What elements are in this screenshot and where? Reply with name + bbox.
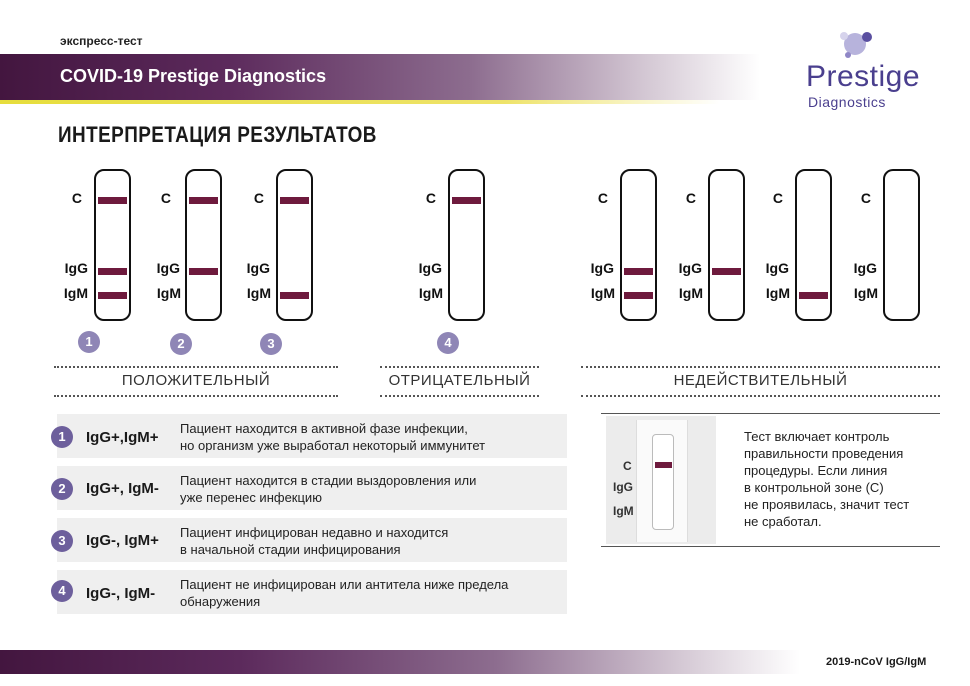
divider-positive-bottom [54,395,338,397]
igm-band [98,292,127,299]
strip-number-4: 4 [437,332,459,354]
strip-number-2: 2 [170,333,192,355]
divider-positive-top [54,366,338,368]
test-strip-1 [94,169,131,321]
label-c: C [597,190,608,206]
control-band [189,197,218,204]
footer-banner [0,650,800,674]
result-number-1: 1 [51,426,73,448]
invalid-explanation-line: Тест включает контроль [744,429,890,444]
result-desc-2-line2: уже перенес инфекцию [180,490,322,505]
test-strip-2 [185,169,222,321]
igm-band [624,292,653,299]
label-c: C [71,190,82,206]
cassette-window [652,434,674,530]
result-desc-3-line2: в начальной стадии инфицирования [180,542,401,557]
result-code-1: IgG+,IgM+ [86,429,159,446]
divider-negative-bottom [380,395,539,397]
igg-band [712,268,741,275]
label-igg: IgG [156,260,180,276]
category-positive: ПОЛОЖИТЕЛЬНЫЙ [121,372,271,389]
invalid-panel-bottom-rule [601,546,940,547]
control-band [452,197,481,204]
result-number-4: 4 [51,580,73,602]
label-igg: IgG [418,260,442,276]
divider-invalid-bottom [581,395,940,397]
footer-product-code: 2019-nCoV IgG/IgM [826,656,927,668]
cassette-label-igg: IgG [613,480,633,494]
label-igg: IgG [246,260,270,276]
header-title: COVID-19 Prestige Diagnostics [60,66,327,86]
strip-number-3: 3 [260,333,282,355]
label-igm: IgM [63,285,88,301]
test-strip-invalid-4 [883,169,920,321]
divider-invalid-top [581,366,940,368]
label-igm: IgM [678,285,703,301]
label-c: C [253,190,264,206]
label-c: C [160,190,171,206]
invalid-explanation-line: процедуры. Если линия [744,463,888,478]
test-strip-4 [448,169,485,321]
category-invalid: НЕДЕЙСТВИТЕЛЬНЫЙ [673,372,848,389]
test-strip-3 [276,169,313,321]
cassette-label-c: C [623,459,632,473]
label-igg: IgG [64,260,88,276]
invalid-explanation [744,428,944,530]
label-c: C [685,190,696,206]
logo-wordmark: Prestige [806,60,921,93]
igg-band [624,268,653,275]
result-desc-3-line1: Пациент инфицирован недавно и находится [180,525,449,540]
test-strip-invalid-3 [795,169,832,321]
result-desc-2-line1: Пациент находится в стадии выздоровления или [180,473,477,488]
cassette-label-igm: IgM [613,504,634,518]
label-igm: IgM [853,285,878,301]
test-strip-invalid-1 [620,169,657,321]
result-desc-4-line1: Пациент не инфицирован или антитела ниже предела [180,577,509,592]
test-type-label: экспресс-тест [60,34,143,48]
label-igm: IgM [418,285,443,301]
category-negative: ОТРИЦАТЕЛЬНЫЙ [388,372,531,389]
result-code-4: IgG-, IgM- [86,585,156,602]
result-code-3: IgG-, IgM+ [86,532,159,549]
result-desc-1-line1: Пациент находится в активной фазе инфекции, [180,421,468,436]
igg-band [189,268,218,275]
label-igm: IgM [590,285,615,301]
label-igg: IgG [590,260,614,276]
label-igg: IgG [765,260,789,276]
invalid-panel-top-rule [601,413,940,414]
control-band [98,197,127,204]
page-heading: ИНТЕРПРЕТАЦИЯ РЕЗУЛЬТАТОВ [58,122,377,147]
header-accent-line [0,100,720,104]
result-desc-1-line2: но организм уже выработал некоторый иммунитет [180,438,486,453]
invalid-explanation-line: в контрольной зоне (С) [744,480,884,495]
divider-negative-top [380,366,539,368]
result-code-2: IgG+, IgM- [86,480,159,497]
label-igg: IgG [853,260,877,276]
invalid-explanation-line: не сработал. [744,514,822,529]
label-igm: IgM [156,285,181,301]
logo-subtitle: Diagnostics [808,94,886,110]
label-igm: IgM [246,285,271,301]
strip-number-1: 1 [78,331,100,353]
label-c: C [860,190,871,206]
igg-band [98,268,127,275]
label-igg: IgG [678,260,702,276]
result-desc-4-line2: обнаружения [180,594,261,609]
invalid-explanation-line: правильности проведения [744,446,904,461]
igm-band [799,292,828,299]
result-number-2: 2 [51,478,73,500]
invalid-explanation-line: не проявилась, значит тест [744,497,910,512]
label-igm: IgM [765,285,790,301]
cassette-control-band [655,462,672,468]
igm-band [280,292,309,299]
result-number-3: 3 [51,530,73,552]
label-c: C [425,190,436,206]
test-strip-invalid-2 [708,169,745,321]
control-band [280,197,309,204]
label-c: C [772,190,783,206]
